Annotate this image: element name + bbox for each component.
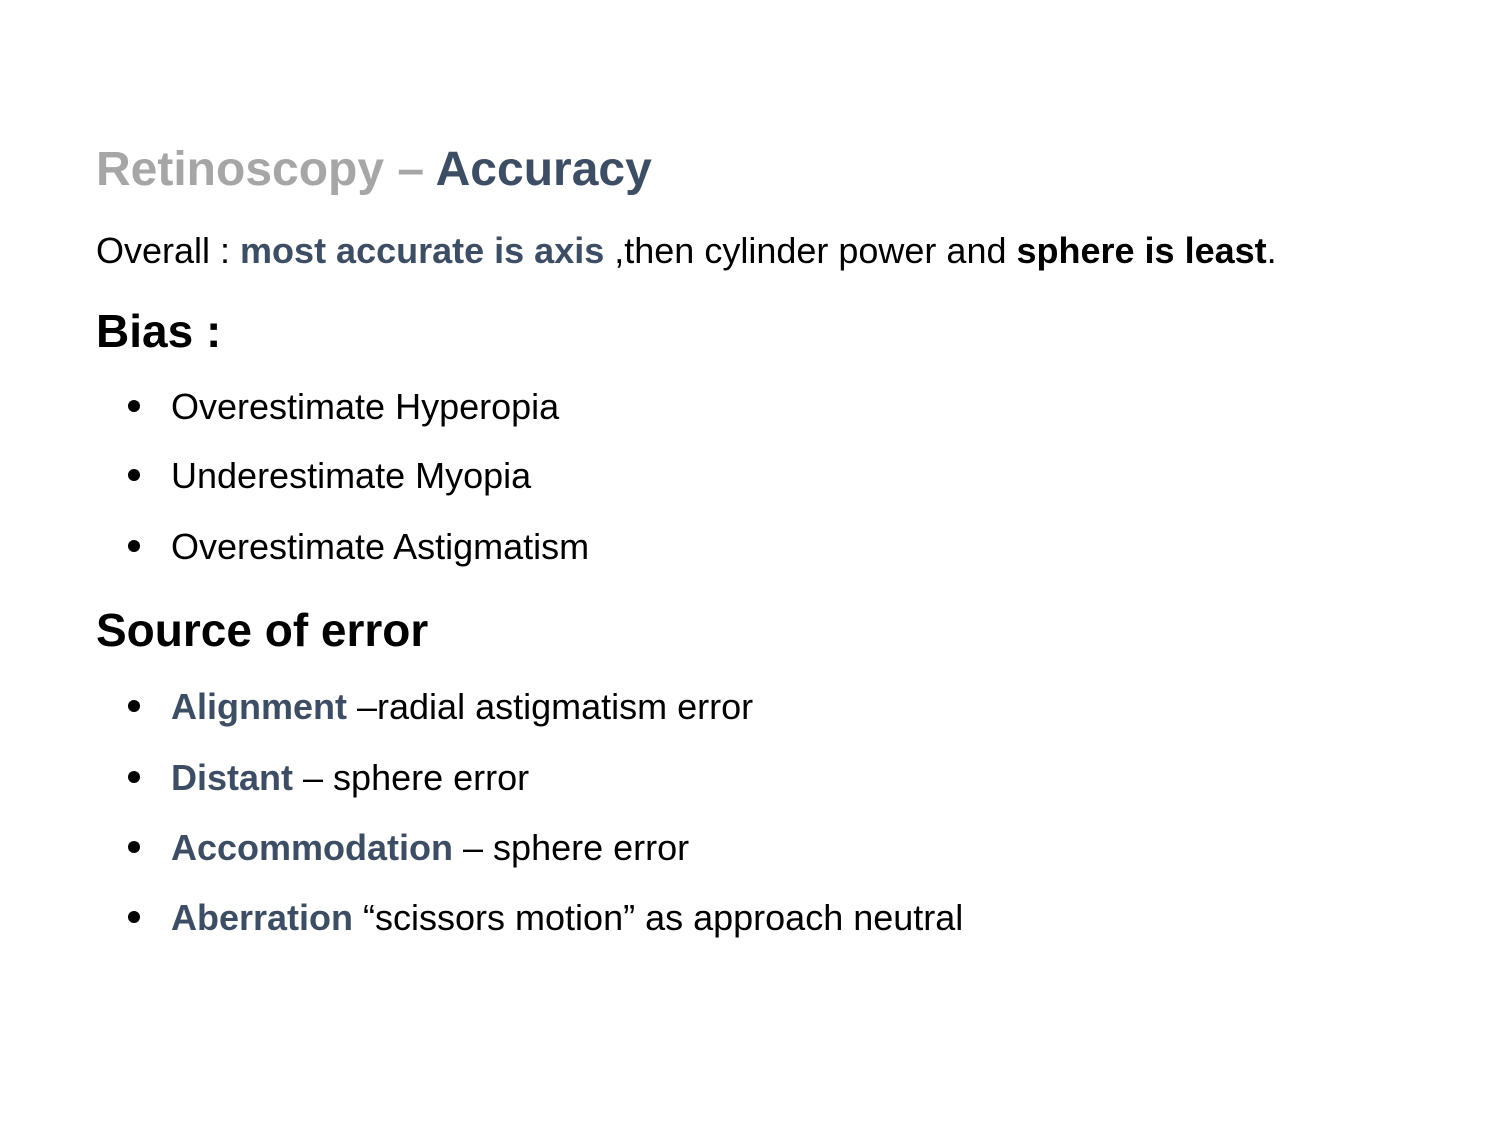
overall-lead: Overall : — [96, 230, 241, 271]
bias-item-text: Overestimate Hyperopia — [171, 386, 560, 427]
bias-item-text: Underestimate Myopia — [171, 455, 532, 496]
source-of-error-heading: Source of error — [96, 604, 429, 656]
bullet-icon — [128, 400, 140, 412]
source-item-rest: – sphere error — [293, 757, 530, 798]
bullet-icon — [128, 911, 140, 923]
slide-title — [96, 142, 652, 198]
source-item-rest: –radial astigmatism error — [347, 686, 754, 727]
bias-heading: Bias : — [96, 305, 222, 357]
bullet-icon — [128, 540, 140, 552]
bullet-icon — [128, 841, 140, 853]
bullet-icon — [128, 700, 140, 712]
source-item-key: Accommodation — [171, 827, 454, 868]
overall-middle: ,then cylinder power and — [604, 230, 1017, 271]
title-part-accuracy: Accuracy — [435, 143, 652, 196]
title-part-retinoscopy: Retinoscopy – — [96, 143, 436, 196]
bullet-icon — [128, 771, 140, 783]
source-item-key: Distant — [171, 757, 294, 798]
source-item-key: Aberration — [171, 897, 354, 938]
source-item-key: Alignment — [171, 686, 347, 727]
overall-end: . — [1266, 230, 1277, 271]
overall-statement — [96, 229, 1277, 273]
source-item-rest: – sphere error — [453, 827, 690, 868]
overall-highlight: most accurate is axis — [240, 230, 605, 271]
overall-strong: sphere is least — [1016, 230, 1267, 271]
bias-item-text: Overestimate Astigmatism — [171, 526, 590, 567]
source-item-rest: “scissors motion” as approach neutral — [353, 897, 964, 938]
bullet-icon — [128, 469, 140, 481]
